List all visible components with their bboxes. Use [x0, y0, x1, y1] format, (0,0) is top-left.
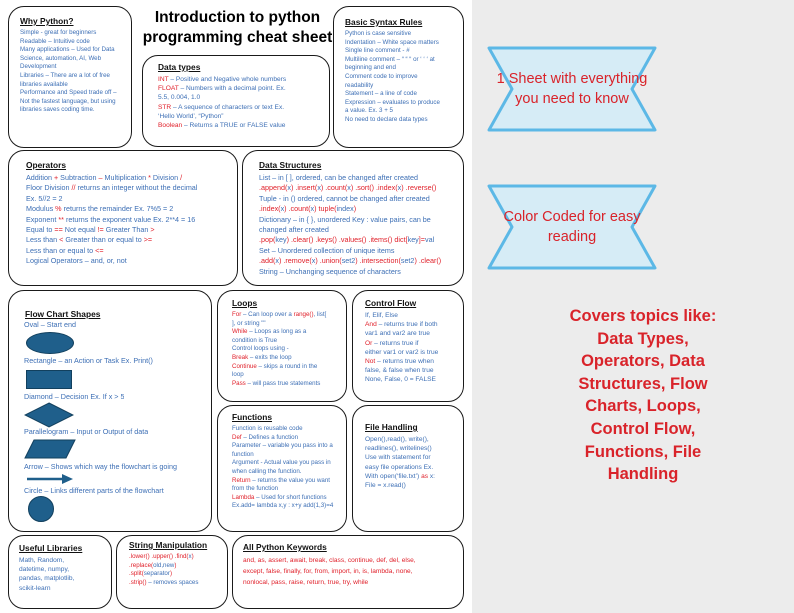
- text-run: ): [174, 561, 177, 569]
- text-line: [259, 183, 459, 193]
- text-line: [232, 337, 342, 346]
- text-line: Python is case sensitive: [345, 30, 412, 37]
- circle-shape: [28, 496, 54, 522]
- text-line: [26, 183, 231, 193]
- text-run: <=: [95, 245, 104, 255]
- loops-title: Loops: [232, 298, 258, 308]
- text-line: [232, 451, 342, 460]
- text-run: >=: [143, 235, 153, 245]
- text-run: loop: [232, 371, 244, 379]
- text-run: – removes spaces: [146, 578, 199, 586]
- text-line: Development: [20, 63, 57, 71]
- text-line: scikit-learn: [19, 584, 51, 592]
- text-run: None, False, 0 = FALSE: [365, 376, 436, 384]
- flow-diamond-label: Diamond – Decision Ex. If x > 5: [24, 392, 125, 401]
- text-line: except, false, finally, for, from, import, in, is, lambda, none,: [243, 568, 413, 575]
- text-run: key: [275, 235, 287, 245]
- text-run: Logical Operators – and, or, not: [26, 256, 127, 266]
- string-manipulation-lines: [129, 553, 224, 587]
- text-run: ) .sort() .index(: [350, 183, 398, 193]
- control-flow-box: [352, 290, 464, 402]
- text-line: Libraries – There are a lot of free: [20, 71, 110, 79]
- data-structures-lines: [259, 173, 459, 277]
- banner-two-line-1: Color Coded for easy: [503, 209, 641, 225]
- arrow-shape: [26, 473, 74, 485]
- text-line: Simple - great for beginners: [20, 29, 97, 36]
- text-run: .index(: [259, 204, 281, 214]
- term-description: ‘Hello World’, “Python”: [158, 112, 224, 120]
- text-run: **: [58, 214, 64, 224]
- banner-two-line-2: reading: [547, 229, 597, 245]
- text-run: String – Unchanging sequence of characters: [259, 266, 401, 276]
- text-line: datetime, numpy,: [19, 566, 70, 574]
- text-run: ) .clear(): [414, 256, 442, 266]
- text-run: Return: [232, 476, 251, 484]
- text-line: [232, 425, 342, 434]
- operators-title: Operators: [26, 160, 67, 170]
- text-run: Subtraction: [58, 173, 99, 182]
- string-manipulation-box: [116, 535, 228, 609]
- banner-one-line-1: 1 Sheet with everything: [496, 71, 648, 87]
- text-line: [232, 311, 342, 320]
- text-run: – Used for short functions: [254, 493, 327, 501]
- text-line: Single line comment - #: [345, 47, 410, 55]
- text-line: Charts, Loops,: [585, 397, 701, 416]
- text-line: [129, 562, 224, 571]
- text-line: [158, 103, 323, 112]
- text-run: Less than: [26, 235, 60, 245]
- why-python-title: Why Python?: [20, 16, 74, 26]
- text-line: Math, Random,: [19, 557, 65, 564]
- text-run: While: [232, 328, 248, 336]
- libraries-lines: [19, 556, 107, 593]
- text-line: [365, 453, 460, 462]
- text-run: List – in [ ], ordered, can be changed after created: [259, 173, 419, 182]
- text-run: Lambda: [232, 493, 255, 501]
- text-line: [259, 204, 459, 214]
- text-line: [129, 579, 224, 588]
- text-run: With open(‘file.txt’): [365, 472, 422, 480]
- text-line: [158, 75, 323, 84]
- text-line: [365, 375, 460, 384]
- text-line: [365, 444, 460, 453]
- functions-lines: [232, 425, 342, 511]
- functions-title: Functions: [232, 412, 273, 422]
- text-line: Structures, Flow: [578, 374, 708, 393]
- text-run: *: [148, 173, 151, 182]
- text-run: easy file operations Ex.: [365, 463, 434, 471]
- text-run: – returns true if: [372, 339, 419, 347]
- text-run: Break: [232, 353, 249, 361]
- text-run: ) tuple(: [314, 204, 337, 214]
- data-types-box: [142, 55, 330, 147]
- text-run: >: [150, 225, 155, 235]
- text-run: .split(: [129, 570, 144, 578]
- text-line: [259, 194, 459, 204]
- text-line: Expression – evaluates to produce: [345, 98, 440, 106]
- text-run: x: [347, 183, 351, 193]
- text-line: [365, 481, 460, 490]
- text-run: x: [275, 256, 279, 266]
- text-line: [232, 502, 342, 511]
- text-line: nonlocal, pass, raise, return, true, try, while: [243, 579, 369, 586]
- text-run: And: [365, 321, 377, 329]
- text-run: Division: [150, 173, 181, 182]
- why-python-lines: [20, 29, 123, 115]
- text-line: Multiline comment – “ “ “ or ‘ ‘ ‘ at: [345, 55, 435, 63]
- libraries-title: Useful Libraries: [19, 543, 83, 553]
- term-description: – Positive and Negative whole numbers: [168, 76, 287, 83]
- text-line: [365, 339, 460, 348]
- text-run: Or: [365, 339, 373, 347]
- text-line: Science, automation, AI, Web: [20, 54, 102, 62]
- text-line: [232, 371, 342, 380]
- flow-parallelogram-label: Parallelogram – Input or Output of data: [24, 427, 149, 436]
- banner-color-coded: [486, 183, 658, 271]
- text-run: – Defines a function: [241, 433, 299, 441]
- text-run: .add(: [259, 256, 276, 266]
- term-description: – Returns a TRUE or FALSE value: [182, 122, 286, 130]
- data-types-lines: [158, 75, 323, 130]
- text-line: libraries available: [20, 80, 68, 88]
- text-run: Tuple - in () ordered, cannot be changed after created: [259, 193, 430, 203]
- text-run: ], or string "": [232, 319, 266, 327]
- text-line: No need to declare data types: [345, 115, 428, 123]
- text-line: [129, 570, 224, 579]
- text-run: either var1 or var2 is true: [365, 348, 439, 356]
- text-run: ) .remove(: [278, 256, 312, 266]
- file-handling-title: File Handling: [365, 422, 418, 432]
- text-run: !=: [97, 225, 104, 235]
- text-line: Performance and Speed trade off –: [20, 89, 117, 97]
- title-line-1: Introduction to python: [154, 9, 321, 26]
- text-line: [26, 225, 231, 235]
- text-run: Pass: [232, 379, 246, 387]
- text-line: [232, 354, 342, 363]
- text-run: ) .reverse(): [401, 183, 437, 193]
- keywords-lines: [243, 555, 459, 588]
- text-run: Floor Division: [26, 183, 72, 193]
- text-line: [26, 194, 231, 204]
- text-run: Not: [365, 358, 376, 366]
- parallelogram-shape: [24, 439, 76, 459]
- text-run: x: [310, 204, 315, 214]
- term: STR: [158, 103, 172, 111]
- text-line: [232, 477, 342, 486]
- text-run: – returns true when: [375, 358, 434, 366]
- banner-one-sheet: [486, 45, 658, 133]
- text-line: [232, 363, 342, 372]
- text-line: [259, 215, 459, 225]
- text-run: Ex. 5//2 = 2: [26, 193, 63, 203]
- text-run: .lower() .upper() .find(: [129, 553, 189, 560]
- text-run: Multiplication: [102, 173, 149, 182]
- data-types-title: Data types: [158, 62, 201, 72]
- text-line: Comment code to improve: [345, 72, 418, 80]
- text-line: [365, 435, 460, 444]
- text-run: ): [169, 570, 172, 578]
- text-run: ) .count(: [284, 204, 311, 214]
- text-run: – returns the value you want: [250, 476, 331, 484]
- functions-box: [217, 405, 347, 532]
- text-run: x: [287, 183, 291, 193]
- text-line: [26, 204, 231, 214]
- text-run: ) .clear() .keys() .values() .items() dict[: [286, 235, 408, 245]
- text-run: x: [397, 183, 402, 193]
- text-line: [158, 84, 323, 93]
- text-run: as: [421, 472, 429, 480]
- text-line: [365, 463, 460, 472]
- rectangle-shape: [26, 370, 72, 389]
- oval-shape: [26, 332, 74, 354]
- text-run: returns the remainder Ex. 7%5 = 2: [61, 204, 174, 214]
- page-title: [130, 8, 345, 48]
- flow-arrow-label: Arrow – Shows which way the flowchart is going: [24, 462, 178, 471]
- text-run: returns an integer without the decimal: [75, 183, 198, 193]
- text-line: libraries saves coding time.: [20, 106, 95, 114]
- text-run: //: [71, 183, 76, 193]
- text-line: [365, 472, 460, 481]
- text-run: Greater Than: [103, 225, 151, 235]
- text-run: %: [55, 204, 62, 214]
- text-run: when calling the function.: [232, 467, 302, 475]
- text-run: set2: [400, 256, 415, 266]
- flow-oval-label: Oval – Start end: [24, 320, 76, 329]
- flow-chart-title: Flow Chart Shapes: [25, 309, 101, 319]
- text-line: beginning and end: [345, 64, 396, 72]
- text-run: var1 and var2 are true: [365, 330, 430, 338]
- text-line: [158, 112, 323, 121]
- text-run: Not equal: [62, 225, 98, 235]
- text-line: [158, 93, 323, 102]
- keywords-title: All Python Keywords: [243, 542, 327, 552]
- text-run: ): [191, 553, 194, 560]
- text-run: Parameter – variable you pass into a: [232, 442, 333, 450]
- control-flow-lines: [365, 311, 460, 385]
- text-line: [365, 357, 460, 366]
- syntax-title: Basic Syntax Rules: [345, 17, 423, 27]
- text-line: [365, 366, 460, 375]
- keywords-box: [232, 535, 464, 609]
- syntax-lines: [345, 30, 457, 125]
- term: Boolean: [158, 122, 183, 130]
- text-line: [259, 256, 459, 266]
- text-run: – will pass true statements: [245, 379, 321, 387]
- text-run: separator: [143, 570, 170, 578]
- text-line: [259, 173, 459, 183]
- text-run: condition is True: [232, 336, 278, 344]
- text-run: File = x.read(): [365, 482, 406, 490]
- text-line: [232, 485, 342, 494]
- text-run: +: [53, 173, 59, 182]
- text-run: x: [280, 204, 285, 214]
- text-line: [232, 442, 342, 451]
- term-description: 5.5, 0.004, 1.0: [158, 94, 201, 102]
- text-run: /: [180, 173, 183, 182]
- text-line: Control Flow,: [590, 419, 696, 438]
- text-run: Ex.add= lambda x,y : x+y add(1,3)=4: [232, 502, 334, 510]
- text-run: Use with statement for: [365, 454, 431, 462]
- text-run: Control loops using -: [232, 345, 289, 353]
- operators-box: [8, 150, 238, 286]
- text-line: [232, 328, 342, 337]
- text-run: returns the exponent value Ex. 2**4 = 16: [63, 214, 196, 224]
- text-run: .append(: [259, 183, 288, 193]
- text-run: ==: [54, 225, 63, 235]
- control-flow-title: Control Flow: [365, 298, 417, 308]
- text-line: Functions, File: [584, 442, 702, 461]
- text-run: ) .union(: [315, 256, 342, 266]
- text-line: [26, 246, 231, 256]
- text-run: – skips a round in the: [256, 362, 318, 370]
- file-handling-lines: [365, 435, 460, 490]
- flow-circle-label: Circle – Links different parts of the flowchart: [24, 486, 164, 495]
- text-line: Covers topics like:: [569, 307, 717, 325]
- text-run: –: [98, 173, 103, 182]
- text-run: Greater than or equal to: [63, 235, 144, 245]
- text-line: [365, 320, 460, 329]
- flow-rectangle-label: Rectangle – an Action or Task Ex. Print(): [24, 356, 153, 365]
- text-line: [365, 348, 460, 357]
- text-run: function: [232, 450, 254, 458]
- text-run: key: [407, 235, 419, 245]
- operators-lines: [26, 173, 231, 267]
- text-run: Less than or equal to: [26, 245, 96, 255]
- text-line: Many applications – Used for Data: [20, 46, 115, 54]
- text-run: Continue: [232, 362, 257, 370]
- text-line: [259, 225, 459, 235]
- text-line: readability: [345, 81, 374, 89]
- text-line: [259, 267, 459, 277]
- text-run: .replace(: [129, 561, 154, 569]
- text-line: [232, 468, 342, 477]
- text-run: x: [188, 553, 192, 560]
- text-line: a value. Ex. 3 + 5: [345, 107, 393, 115]
- data-structures-title: Data Structures: [259, 160, 322, 170]
- text-line: [26, 235, 231, 245]
- text-line: [26, 215, 231, 225]
- text-run: .pop(: [259, 235, 276, 245]
- text-run: val: [424, 235, 435, 245]
- term: FLOAT: [158, 85, 179, 93]
- title-line-2: programming cheat sheet: [142, 29, 333, 46]
- text-line: [259, 235, 459, 245]
- text-line: [129, 553, 224, 562]
- text-run: ) .count(: [320, 183, 348, 193]
- text-line: [365, 329, 460, 338]
- text-line: [26, 173, 231, 183]
- string-manipulation-title: String Manipulation: [129, 540, 208, 550]
- text-line: [232, 434, 342, 443]
- text-line: [259, 246, 459, 256]
- text-line: [365, 311, 460, 320]
- text-run: set2: [341, 256, 356, 266]
- syntax-box: [333, 6, 464, 148]
- diamond-shape: [24, 402, 74, 428]
- text-run: If, Elif, Else: [365, 312, 398, 319]
- text-run: ]=: [418, 235, 425, 245]
- text-run: ) .intersection(: [355, 256, 401, 266]
- why-python-box: [8, 6, 132, 148]
- text-run: – exits the loop: [248, 353, 292, 361]
- term-description: – Numbers with a decimal point. Ex.: [178, 85, 286, 93]
- text-run: x: [311, 256, 316, 266]
- text-line: Not the fastest language, but using: [20, 97, 116, 105]
- text-run: Exponent: [26, 214, 59, 224]
- text-run: Equal to: [26, 225, 55, 235]
- text-run: ): [353, 204, 357, 214]
- text-line: [232, 459, 342, 468]
- topics-list: [520, 305, 766, 486]
- loops-box: [217, 290, 347, 402]
- text-run: Set – Unordered collection of unique items: [259, 245, 395, 255]
- text-line: and, as, assert, await, break, class, continue, def, del, else,: [243, 557, 416, 564]
- text-run: Def: [232, 433, 242, 441]
- text-run: readlines(), writelines(): [365, 445, 432, 453]
- text-run: Open(),read(), write(),: [365, 436, 429, 443]
- text-line: [232, 494, 342, 503]
- text-run: For: [232, 311, 242, 318]
- text-run: from the function: [232, 485, 279, 493]
- text-run: Function is reusable code: [232, 425, 303, 432]
- file-handling-box: [352, 405, 464, 532]
- text-run: false, & false when true: [365, 367, 434, 375]
- text-run: <: [59, 235, 64, 245]
- text-run: , list[: [313, 311, 327, 318]
- text-line: pandas, matplotlib,: [19, 575, 75, 583]
- text-line: Indentation – White space matters: [345, 38, 439, 46]
- text-run: changed after created: [259, 225, 329, 235]
- term: INT: [158, 76, 169, 83]
- text-run: ) .insert(: [290, 183, 318, 193]
- text-run: x:: [428, 472, 436, 480]
- text-run: Argument - Actual value you pass in: [232, 459, 331, 467]
- text-line: Handling: [607, 465, 679, 484]
- text-run: – returns true if both: [376, 321, 438, 329]
- text-line: [26, 256, 231, 266]
- text-line: Operators, Data: [581, 352, 705, 371]
- text-line: [232, 320, 342, 329]
- text-run: .strip(): [129, 578, 147, 586]
- text-run: x: [317, 183, 321, 193]
- text-line: Statement – a line of code: [345, 90, 417, 98]
- text-line: Data Types,: [597, 329, 689, 348]
- text-run: Dictionary – in { }, unordered Key : value pairs, can be: [259, 214, 431, 224]
- text-run: range(): [293, 311, 314, 318]
- text-run: – Can loop over a: [241, 311, 294, 318]
- text-line: [232, 345, 342, 354]
- text-run: – Loops as long as a: [247, 328, 307, 336]
- text-line: [232, 380, 342, 389]
- text-line: [158, 121, 323, 130]
- text-line: Readable – Intuitive code: [20, 37, 90, 45]
- text-run: index: [336, 204, 354, 214]
- term-description: – A sequence of characters or text Ex.: [171, 103, 285, 111]
- libraries-box: [8, 535, 112, 609]
- banner-one-line-2: you need to know: [515, 91, 629, 107]
- text-run: old,new: [153, 561, 175, 569]
- text-run: Addition: [26, 173, 54, 182]
- text-run: Modulus: [26, 204, 56, 214]
- loops-lines: [232, 311, 342, 388]
- data-structures-box: [242, 150, 464, 286]
